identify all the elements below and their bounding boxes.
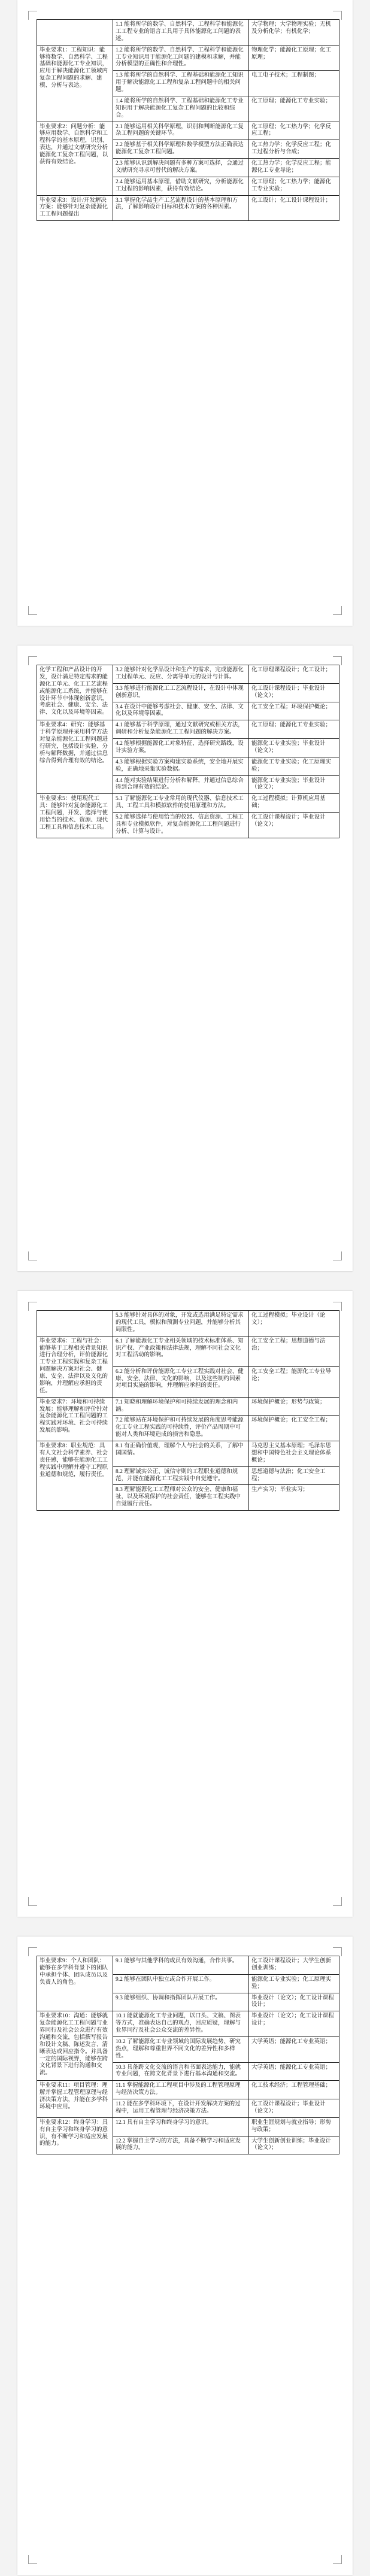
table-row xyxy=(37,665,339,684)
table-row xyxy=(37,2117,339,2136)
requirement-cell: 毕业要求6：工程与社会：能够基于工程相关背景知识进行合理分析，评价能源化工专业工程实践和复杂工程问题解决方案对社会、健康、安全、法律以及文化的影响，并理解应承担的责任。 xyxy=(37,1336,113,1397)
requirements-table xyxy=(37,1956,339,2154)
indicator-cell: 2.4 能够运用基本原理，借助文献研究，分析能源化工过程的影响因素，获得有效结论。 xyxy=(113,177,249,195)
requirement-cell: 毕业要求11：项目管理：理解并掌握工程管理原理与经济决策方法，并能在多学科环境中应用。 xyxy=(37,2081,113,2118)
course-cell: 能源化工专业实验；化工原理实验； xyxy=(249,757,339,775)
page-corner-mark xyxy=(28,1947,37,1956)
indicator-cell: 4.3 能够根据实验方案构建实验系统，安全地开展实验，正确地采集实验数据。 xyxy=(113,757,249,775)
course-cell: 化工安全工程；能源化工专业导论； xyxy=(249,1366,339,1397)
requirement-cell: 毕业要求4：研究：能够基于科学原理并采用科学方法对复杂能源化工工程问题进行研究，包括设计实验、分析与解释数据，并通过信息综合得到合理有效的结论。 xyxy=(37,720,113,794)
course-cell: 生产实习；毕业实习； xyxy=(249,1485,339,1511)
indicator-cell: 3.1 掌握化学品生产工艺流程设计的基本原理和方法，了解影响设计目标和技术方案的各种因素。 xyxy=(113,195,249,221)
requirement-cell xyxy=(37,20,113,46)
course-cell: 思想道德与法治；化工安全工程； xyxy=(249,1466,339,1485)
table-row xyxy=(37,1311,339,1337)
indicator-cell: 1.4 能将所学的自然科学、工程基础和能源化工专业知识用于解决能源化工复杂工程问题的比较和综合。 xyxy=(113,96,249,122)
course-cell: 化工技术经济；工程管理基础； xyxy=(249,2081,339,2099)
requirement-cell: 毕业要求5：使用现代工具：能够针对复杂能源化工工程问题，开发、选择与使用恰当的技术、资源、现代工程工具和信息技术工具。 xyxy=(37,794,113,838)
course-cell: 化工热力学；化学反应工程；化工过程分析与合成； xyxy=(249,140,339,159)
course-cell: 能源化工专业实验；化工原理实验； xyxy=(249,1974,339,1993)
indicator-cell: 10.1 能就能源化工专业问题，以口头、文稿、图表等方式，准确表达自己的观点，回应质疑，理解与业界同行及社会公众交流的差异性。 xyxy=(113,2011,249,2037)
indicator-cell: 2.2 能够基于相关科学原理和数学模型方法正确表达能源化工复杂工程问题。 xyxy=(113,140,249,159)
requirement-cell: 毕业要求8：职业规范：具有人文社会科学素养、社会责任感，能够在能源化工工程实践中理解并遵守工程职业道德和规范，履行责任。 xyxy=(37,1441,113,1511)
course-cell: 化工原理；化工热力学；能源化工专业实验； xyxy=(249,177,339,195)
indicator-cell: 7.2 能够站在环境保护和可持续发展的角度思考能源化工专业工程实践的可持续性，评价产品周期中可能对人类和环境造成的损害和隐患。 xyxy=(113,1416,249,1441)
table-row xyxy=(37,1956,339,1975)
course-cell: 化工安全工程；思想道德与法治； xyxy=(249,1336,339,1366)
indicator-cell: 6.1 了解能源化工专业相关领域的技术标准体系、知识产权、产业政策和法律法规，理解不同社会文化对工程活动的影响。 xyxy=(113,1336,249,1366)
requirement-cell: 毕业要求9：个人和团队：能够在多学科背景下的团队中承担个体、团队成员以及负责人的角色。 xyxy=(37,1956,113,2011)
table-row xyxy=(37,794,339,813)
indicator-cell: 3.2 能够针对化学品设计和生产的需求，完成能源化工过程单元、反应、分离等单元的设计与计算。 xyxy=(113,665,249,684)
page-corner-mark xyxy=(28,1251,37,1260)
indicator-cell: 5.1 了解能源化工专业常用的现代仪器、信息技术工具、工程工具和模拟软件的使用原理和方法。 xyxy=(113,794,249,813)
page-corner-mark xyxy=(28,11,37,20)
indicator-cell: 5.2 能够选择与使用恰当的仪器、信息资源、工程工具和专业模拟软件，对复杂能源化工工程问题进行分析、计算与设计。 xyxy=(113,813,249,838)
indicator-cell: 10.2 了解能源化工专业领域的国际发展趋势、研究热点，理解和尊重世界不同文化的差异性和多样性。 xyxy=(113,2036,249,2062)
course-cell: 马克思主义基本原理；毛泽东思想和中国特色社会主义理论体系概论； xyxy=(249,1441,339,1467)
requirement-cell: 毕业要求2：问题分析：能够应用数学、自然科学和工程科学的基本原理，识别、表达，并通过文献研究分析能源化工复杂工程问题，以获得有效结论。 xyxy=(37,122,113,195)
requirement-cell: 毕业要求12：终身学习：具有自主学习和终身学习的意识，有不断学习和适应发展的能力。 xyxy=(37,2117,113,2154)
indicator-cell: 2.1 能够运用相关科学原理，识别和判断能源化工复杂工程问题的关键环节。 xyxy=(113,122,249,140)
indicator-cell: 9.3 能够组织、协调和指挥团队开展工作。 xyxy=(113,1993,249,2011)
indicator-cell: 8.2 理解诚实公正、诚信守则的工程职业道德和规范，并能在能源化工工程实践中自觉遵守。 xyxy=(113,1466,249,1485)
course-cell: 化工原理课程设计；化工设计； xyxy=(249,665,339,684)
page-corner-mark xyxy=(28,1302,37,1311)
page-corner-mark xyxy=(28,656,37,665)
requirements-table xyxy=(37,19,339,221)
requirement-cell: 化学工程和产品设计的开发，设计满足特定需求的能源化工单元、化工工艺流程或能源化工系统，并能够在设计环节中体现创新意识，考虑社会、健康、安全、法律、文化以及环境等因素。 xyxy=(37,665,113,720)
indicator-cell: 2.3 能够认识到解决问题有多种方案可选择，会通过文献研究寻求可替代的解决方案。 xyxy=(113,159,249,177)
table-row xyxy=(37,1441,339,1467)
requirement-cell xyxy=(37,1311,113,1337)
indicator-cell: 1.1 能将所学的数学、自然科学、工程科学和能源化工工程专业的语言工具用于具体能源化工问题的表述。 xyxy=(113,20,249,46)
course-cell: 大学生创新创业训练；毕业设计（论文）； xyxy=(249,2136,339,2154)
table-row xyxy=(37,1336,339,1366)
course-cell: 毕业设计（论文）；化工设计课程设计； xyxy=(249,2011,339,2037)
indicator-cell: 3.3 能够进行能源化工工艺流程设计，在设计中体现创新意识。 xyxy=(113,683,249,702)
indicator-cell: 11.2 能在多学科环境下，在设计开发解决方案的过程中，运用工程管理与经济决策方法。 xyxy=(113,2099,249,2118)
indicator-cell: 1.3 能将所学的自然科学、工程基础和能源化工知识用于解决能源化工工程和复杂工程问题中的相关问题。 xyxy=(113,71,249,96)
page-corner-mark xyxy=(28,2555,37,2564)
indicator-cell: 5.3 能够针对具体的对象，开发或选用满足特定需求的现代工具，模拟和预测专业问题，并能够分析其局限性。 xyxy=(113,1311,249,1337)
course-cell: 大学英语；能源化工专业英语； xyxy=(249,2036,339,2062)
document-page-2 xyxy=(17,645,353,1271)
indicator-cell: 8.3 理解能源化工工程师对公众的安全、健康和福祉，以及环境保护的社会责任，能够在工程实践中自觉履行责任。 xyxy=(113,1485,249,1511)
course-cell: 大学物理；大学物理实验；无机及分析化学；有机化学； xyxy=(249,20,339,46)
course-cell: 物理化学；能源化工原理；化工原理； xyxy=(249,45,339,71)
requirement-cell: 毕业要求3：设计/开发解决方案：能够针对复杂能源化工工程问题提出 xyxy=(37,195,113,221)
page-corner-mark xyxy=(333,606,342,615)
course-cell: 毕业设计（论文）；化工设计课程设计； xyxy=(249,1993,339,2011)
course-cell: 化工设计课程设计；毕业设计（论文）； xyxy=(249,2099,339,2118)
table-row xyxy=(37,2011,339,2037)
requirement-cell: 毕业要求1：工程知识：能够将数学、自然科学、工程基础和能源化工专业知识，应用于解决能源化工领域内复杂工程问题的求解、建模、分析与表达。 xyxy=(37,45,113,122)
course-cell: 职业生涯规划与就业指导；形势与政策； xyxy=(249,2117,339,2136)
indicator-cell: 10.3 具备跨文化交流的语言和书面表达能力，能就专业问题，在跨文化背景下进行基本沟通和交流。 xyxy=(113,2062,249,2081)
page-corner-mark xyxy=(333,11,342,20)
page-corner-mark xyxy=(333,1251,342,1260)
course-cell: 化工设计；化工设计课程设计； xyxy=(249,195,339,221)
course-cell: 电工电子技术；工程制图； xyxy=(249,71,339,96)
page-corner-mark xyxy=(28,1897,37,1906)
page-corner-mark xyxy=(333,656,342,665)
course-cell: 化工原理；化工热力学；化学反应工程； xyxy=(249,122,339,140)
requirement-cell: 毕业要求10：沟通：能够就复杂能源化工工程问题与业界同行及社会公众进行有效沟通和交流，包括撰写报告和设计文稿、陈述发言、清晰表达或回应指令。并具备一定的国际视野，能够在跨文化背景下进行沟通和交流。 xyxy=(37,2011,113,2081)
course-cell: 化工过程模拟；计算机应用基础； xyxy=(249,794,339,813)
page-corner-mark xyxy=(333,1302,342,1311)
page-corner-mark xyxy=(28,606,37,615)
indicator-cell: 12.1 具有自主学习和终身学习的意识。 xyxy=(113,2117,249,2136)
indicator-cell: 6.2 能分析和评价能源化工专业工程实践对社会、健康、安全、法律、文化的影响，以及这些制约因素对项目实施的影响，并理解应承担的责任。 xyxy=(113,1366,249,1397)
page-corner-mark xyxy=(333,1897,342,1906)
course-cell: 化工设计课程设计；毕业设计（论文）； xyxy=(249,813,339,838)
page-corner-mark xyxy=(333,2555,342,2564)
course-cell: 能源化工专业实验；毕业设计（论文）； xyxy=(249,739,339,757)
indicator-cell: 3.4 在设计中能够考虑社会、健康、安全、法律、文化以及环境等因素。 xyxy=(113,702,249,720)
course-cell: 化工设计课程设计；毕业设计（论文）； xyxy=(249,683,339,702)
table-row xyxy=(37,1397,339,1416)
course-cell: 化工原理；能源化工专业实验； xyxy=(249,720,339,739)
document-page-3 xyxy=(17,1291,353,1917)
indicator-cell: 4.2 能够根据能源化工对象特征，选择研究路线，设计实验方案。 xyxy=(113,739,249,757)
table-row xyxy=(37,720,339,739)
table-row xyxy=(37,20,339,46)
table-row xyxy=(37,45,339,71)
course-cell: 化工热力学；化学反应工程；能源化工专业导论； xyxy=(249,159,339,177)
indicator-cell: 11.1 掌握能源化工工程项目中涉及的工程管理原理与经济决策方法。 xyxy=(113,2081,249,2099)
requirement-cell: 毕业要求7：环境和可持续发展：能够理解和评价针对复杂能源化工工程问题的工程实践对环境、社会可持续发展的影响。 xyxy=(37,1397,113,1441)
course-cell: 化工原理；能源化工专业实验； xyxy=(249,96,339,122)
table-row xyxy=(37,195,339,221)
indicator-cell: 9.1 能够与其他学科的成员有效沟通，合作共事。 xyxy=(113,1956,249,1975)
indicator-cell: 4.1 能够基于科学原理，通过文献研究或相关方法，调研和分析复杂能源化工工程问题的解决方案。 xyxy=(113,720,249,739)
requirements-table xyxy=(37,665,339,838)
indicator-cell: 9.2 能够在团队中独立或合作开展工作。 xyxy=(113,1974,249,1993)
page-corner-mark xyxy=(333,1947,342,1956)
course-cell: 环境保护概论；化工安全工程； xyxy=(249,1416,339,1441)
requirements-table xyxy=(37,1310,339,1511)
course-cell: 环境保护概论；形势与政策； xyxy=(249,1397,339,1416)
indicator-cell: 12.2 掌握自主学习的方法，具备不断学习和适应发展的能力。 xyxy=(113,2136,249,2154)
indicator-cell: 4.4 能对实验结果进行分析和解释，并通过信息综合得到合理有效的结论。 xyxy=(113,775,249,794)
course-cell: 化工设计课程设计；大学生创新创业训练； xyxy=(249,1956,339,1975)
table-row xyxy=(37,122,339,140)
table-row xyxy=(37,2081,339,2099)
indicator-cell: 8.1 有正确价值观，理解个人与社会的关系，了解中国国情。 xyxy=(113,1441,249,1467)
course-cell: 大学英语；能源化工专业英语； xyxy=(249,2062,339,2081)
indicator-cell: 7.1 知晓和理解环境保护和可持续发展的理念和内涵。 xyxy=(113,1397,249,1416)
indicator-cell: 1.2 能将所学的数学、自然科学、工程科学和能源化工专业知识用于能源化工问题的建模和求解，并能分析模型的正确性和合理性。 xyxy=(113,45,249,71)
course-cell: 化工过程模拟；毕业设计（论文）； xyxy=(249,1311,339,1337)
document-page-1 xyxy=(17,0,353,626)
document-page-4 xyxy=(17,1936,353,2575)
course-cell: 能源化工专业实验；毕业设计（论文）； xyxy=(249,775,339,794)
course-cell: 化工安全工程；环境保护概论； xyxy=(249,702,339,720)
